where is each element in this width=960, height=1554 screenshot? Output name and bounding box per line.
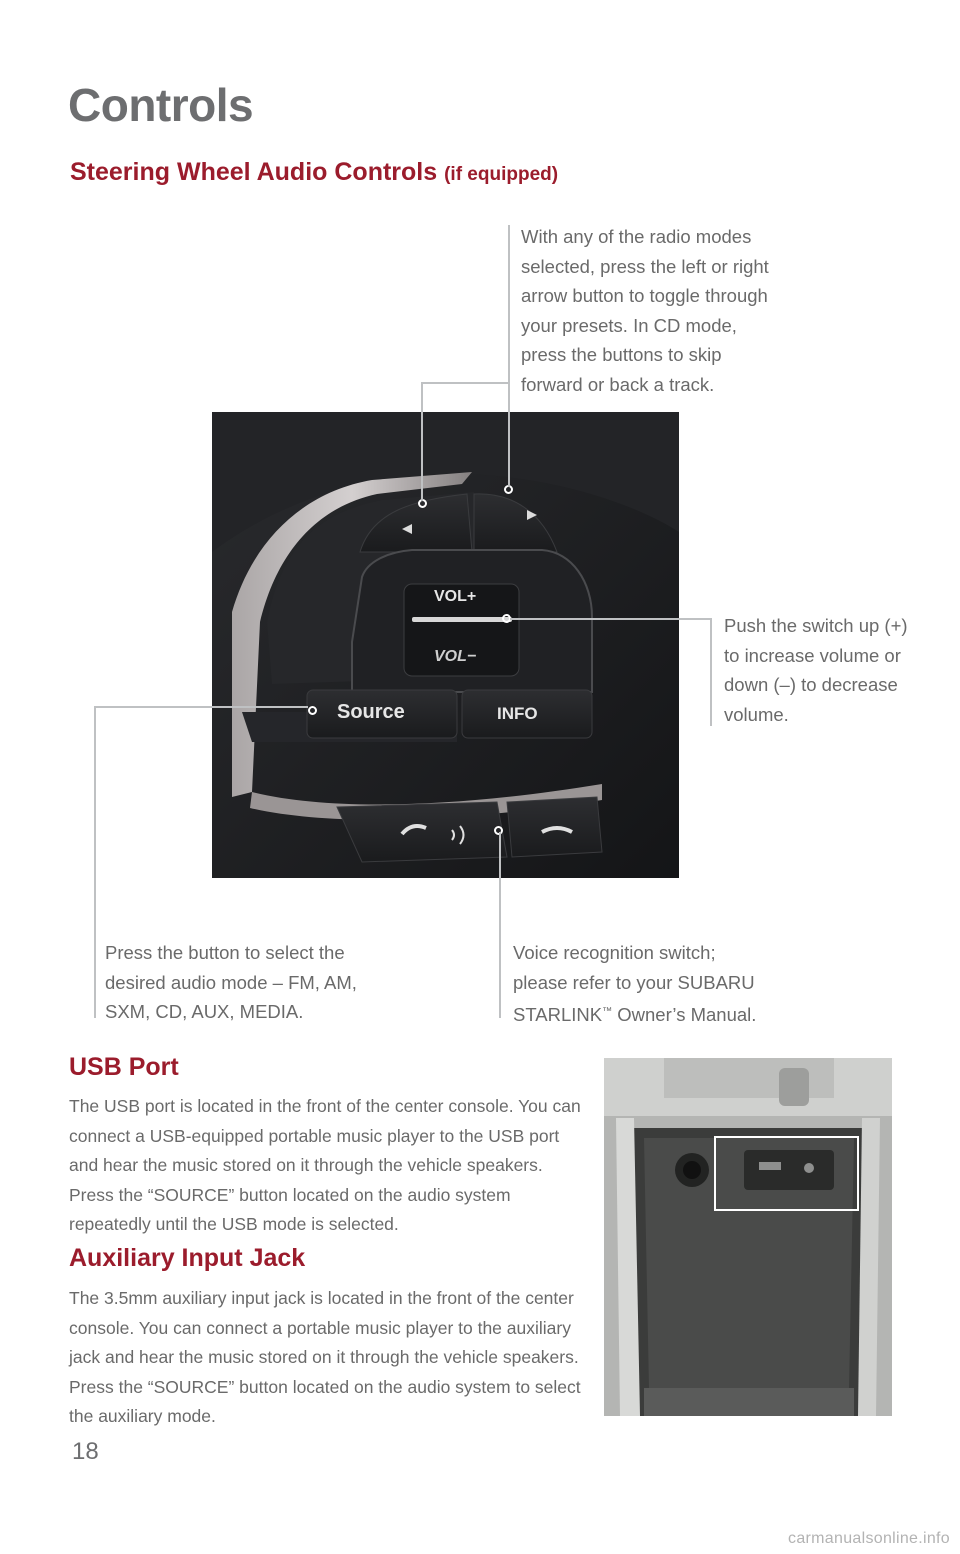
vol-down-label: VOL− [434, 648, 477, 665]
aux-body: The 3.5mm auxiliary input jack is located in the front of the center console. You can connect a portable music player to the auxiliary jack and hear the music stored on it through the vehicle speakers. Press the “SOURCE” button located on the audio system to select the auxiliary mode. [69, 1288, 581, 1426]
callout-voice [513, 938, 813, 1030]
center-console-photo [604, 1058, 892, 1416]
watermark: carmanualsonline.info [788, 1530, 950, 1547]
aux-heading: Auxiliary Input Jack [69, 1244, 306, 1272]
steering-wheel-photo [212, 412, 679, 878]
leader-line-right-arrow [508, 225, 510, 487]
usb-aux-highlight-box [714, 1136, 859, 1211]
section-title [70, 158, 558, 187]
usb-body: The USB port is located in the front of the center console. You can connect a USB-equipped portable music player to the USB port and hear the music stored on it through the vehicle speakers. Press the “SOURCE” button located on the audio system repeatedly until the USB mode is selected. [69, 1096, 581, 1234]
source-button-label: Source [337, 701, 405, 723]
leader-line-left-arrow-v [421, 382, 423, 501]
callout-source: Press the button to select the desired audio mode – FM, AM, SXM, CD, AUX, MEDIA. [105, 942, 357, 1022]
callout-voice-line3 [513, 997, 813, 1030]
owners-manual-text: Owner’s Manual. [612, 1004, 757, 1026]
leader-line-source-v [94, 706, 96, 1018]
page-number: 18 [72, 1438, 99, 1465]
leader-line-voice [499, 832, 501, 1018]
vol-up-label: VOL+ [434, 588, 477, 605]
page-title: Controls [68, 79, 254, 131]
info-button-label: INFO [497, 704, 538, 723]
callout-voice-line2: please refer to your SUBARU [513, 971, 755, 993]
callout-voice-line1: Voice recognition switch; [513, 942, 716, 963]
section-title-suffix: (if equipped) [444, 164, 559, 185]
leader-line-volume-h [510, 618, 712, 620]
callout-volume: Push the switch up (+) to increase volume or down (–) to decrease volume. [724, 615, 908, 725]
leader-line-source-h [94, 706, 308, 708]
leader-line-volume-v [710, 618, 712, 726]
trademark-symbol: ™ [602, 1006, 613, 1017]
callout-dot-source [308, 706, 317, 715]
leader-line-left-arrow-h [421, 382, 509, 384]
section-title-text: Steering Wheel Audio Controls [70, 158, 438, 186]
usb-heading: USB Port [69, 1053, 179, 1081]
starlink-text: STARLINK [513, 1004, 603, 1026]
callout-arrows: With any of the radio modes selected, press the left or right arrow button to toggle through your presets. In CD mode, press the buttons to skip forward or back a track. [521, 226, 769, 395]
